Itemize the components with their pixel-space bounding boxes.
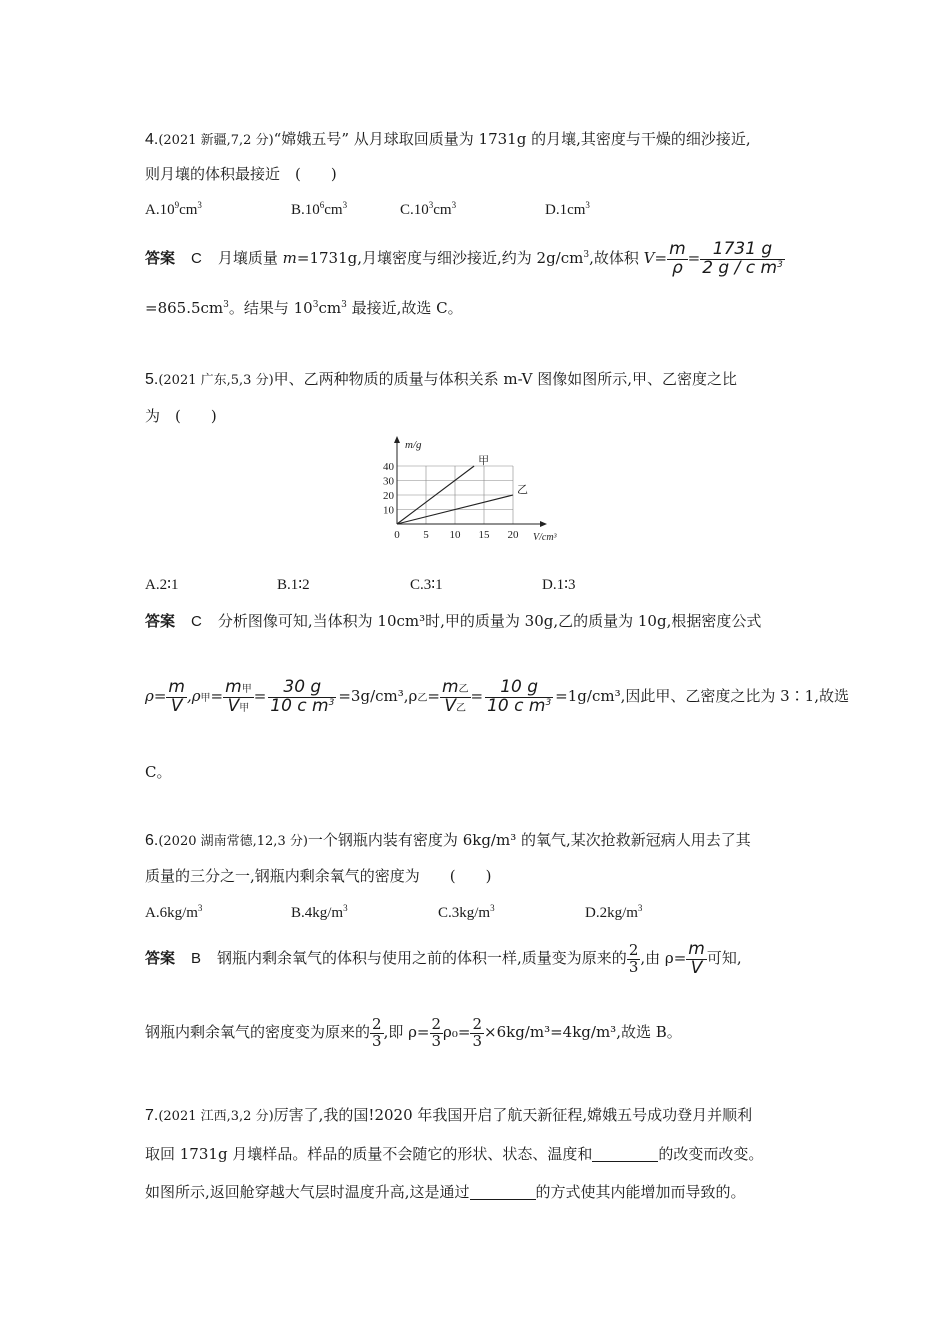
q6-answer-label: 答案 [145, 949, 176, 967]
q5-option-c: C.3∶1 [410, 577, 443, 593]
q5-answer-line1: 答案 C 分析图像可知,当体积为 10cm³时,甲的质量为 30g,乙的质量为 10g,根据密度公式 [145, 612, 762, 630]
q6-option-a: $A.6kg/m^3$ [145, 903, 203, 921]
q5-option-d: D.1∶3 [542, 577, 576, 593]
q4-number: 4. [145, 131, 159, 148]
q4-option-d: $D.1cm^3$ [545, 200, 590, 218]
q7-line2: 取回 1731g 月壤样品。样品的质量不会随它的形状、状态、温度和 的改变而改变。 [145, 1145, 764, 1163]
q6-answer-line2: 钢瓶内剩余氧气的密度变为原来的 $\frac{2}{3}$ ,即 ρ= $\frac{2}{3}$ ρ₀= $\frac{2}{3}$ ×6kg/m³=4kg/m³,故选 B。 [145, 1014, 682, 1050]
q6-text-line1: 一个钢瓶内装有密度为 6kg/m³ 的氧气,某次抢救新冠病人用去了其 [307, 831, 751, 849]
q6-source: (2020 湖南常德,12,3 分) [158, 834, 308, 849]
mv-chart [370, 430, 580, 548]
q5-line1 [145, 368, 737, 392]
q4-option-c: $C.10^3cm^3$ [400, 200, 457, 218]
q5-option-b: B.1∶2 [277, 577, 310, 593]
q4-text-line2: 则月壤的体积最接近 ( ) [145, 165, 337, 183]
q6-line2 [145, 865, 491, 887]
y-axis-arrow [394, 436, 400, 443]
q7-text-line1: 厉害了,我的国!2020 年我国开启了航天新征程,嫦娥五号成功登月并顺利 [273, 1106, 753, 1124]
x-tick-label-10: 10 [449, 529, 461, 541]
q7-line3: 如图所示,返回舱穿越大气层时温度升高,这是通过 的方式使其内能增加而导致的。 [145, 1183, 746, 1201]
q7-source: (2021 江西,3,2 分) [158, 1109, 274, 1124]
q5-answer-line3: C。 [145, 763, 172, 781]
q6-option-c: $C.3kg/m^3$ [438, 903, 495, 921]
series-label-乙: 乙 [517, 484, 528, 496]
q6-line1 [145, 829, 751, 853]
series-label-甲: 甲 [478, 455, 490, 467]
q4-fraction-volume: $\frac{1731 g}{2 g / c m^3}$ [702, 238, 783, 278]
q6-number: 6. [145, 832, 159, 849]
q7-blank-2[interactable] [470, 1183, 536, 1200]
x-tick-label-5: 5 [423, 529, 429, 541]
y-tick-label-30: 30 [383, 475, 394, 488]
x-axis-label: V/cm³ [533, 532, 557, 543]
x-axis-arrow [540, 521, 547, 527]
q5-option-a: A.2∶1 [145, 577, 179, 593]
q5-answer-letter: C [191, 613, 202, 630]
q4-fraction-m-rho: $\frac{m}{\rho}$ [669, 238, 686, 278]
x-tick-label-15: 15 [478, 529, 490, 541]
x-tick-label-20: 20 [507, 529, 519, 541]
q5-line2 [145, 405, 217, 427]
q7-number: 7. [145, 1107, 159, 1124]
q5-text-line1: 甲、乙两种物质的质量与体积关系 m-V 图像如图所示,甲、乙密度之比 [273, 370, 737, 388]
q7-blank-1[interactable] [592, 1145, 658, 1162]
x-tick-label-0: 0 [394, 529, 400, 541]
q6-text-line2: 质量的三分之一,钢瓶内剩余氧气的密度为 ( ) [145, 867, 492, 885]
y-tick-label-40: 40 [383, 461, 394, 473]
q5-text-line2: 为 ( ) [145, 407, 217, 425]
q6-option-b: $B.4kg/m^3$ [291, 903, 348, 921]
q4-text-line1: “嫦娥五号” 从月球取回质量为 1731g 的月壤,其密度与干燥的细沙接近, [273, 130, 751, 148]
q4-answer-letter: C [191, 250, 202, 267]
y-axis-label: m/g [405, 439, 422, 451]
q5-answer-label: 答案 [145, 612, 176, 630]
q6-option-d: $D.2kg/m^3$ [585, 903, 643, 921]
q6-answer-line1: 答案 B 钢瓶内剩余氧气的体积与使用之前的体积一样,质量变为原来的 $\frac{2}{3}$ ,由 ρ= $\frac{m}{V}$ 可知, [145, 938, 742, 978]
q4-line1 [145, 128, 751, 152]
q7-line1 [145, 1104, 752, 1128]
q4-answer-line1: 答案 C 月壤质量 m=1731g,月壤密度与细沙接近,约为 $2g/cm^3$,故体积 V= $\frac{m}{\rho}$ = $\frac{1731 g}{2 g / c m^3}$ [145, 238, 783, 278]
q4-answer-label: 答案 [145, 249, 176, 267]
q4-option-a: $A.10^9cm^3$ [145, 200, 202, 218]
y-tick-label-20: 20 [383, 490, 394, 502]
y-tick-label-10: 10 [383, 504, 394, 517]
q5-number: 5. [145, 371, 159, 388]
q4-option-b: $B.10^6cm^3$ [291, 200, 348, 218]
q6-answer-letter: B [191, 950, 202, 967]
q4-answer-line2: $=865.5cm^3$。结果与 $10^3cm^3$ 最接近,故选 C。 [145, 299, 463, 317]
q5-answer-equation: ρ= $\frac{m}{V}$ ,ρ甲= $\frac{\text{m甲}}{\text{V甲}}$ = $\frac{30 g}{10 c m^3}$ =3g/cm³,ρ乙= $\frac{\text{m乙}}{\text{V乙}}$ = $\frac{10 g}{10 c m^3}$ =1g/cm³,因此甲、乙密度之比为 3∶1,故选 [145, 676, 849, 716]
q4-line2 [145, 163, 337, 185]
q4-source: (2021 新疆,7,2 分) [158, 133, 274, 148]
q5-source: (2021 广东,5,3 分) [158, 373, 274, 388]
